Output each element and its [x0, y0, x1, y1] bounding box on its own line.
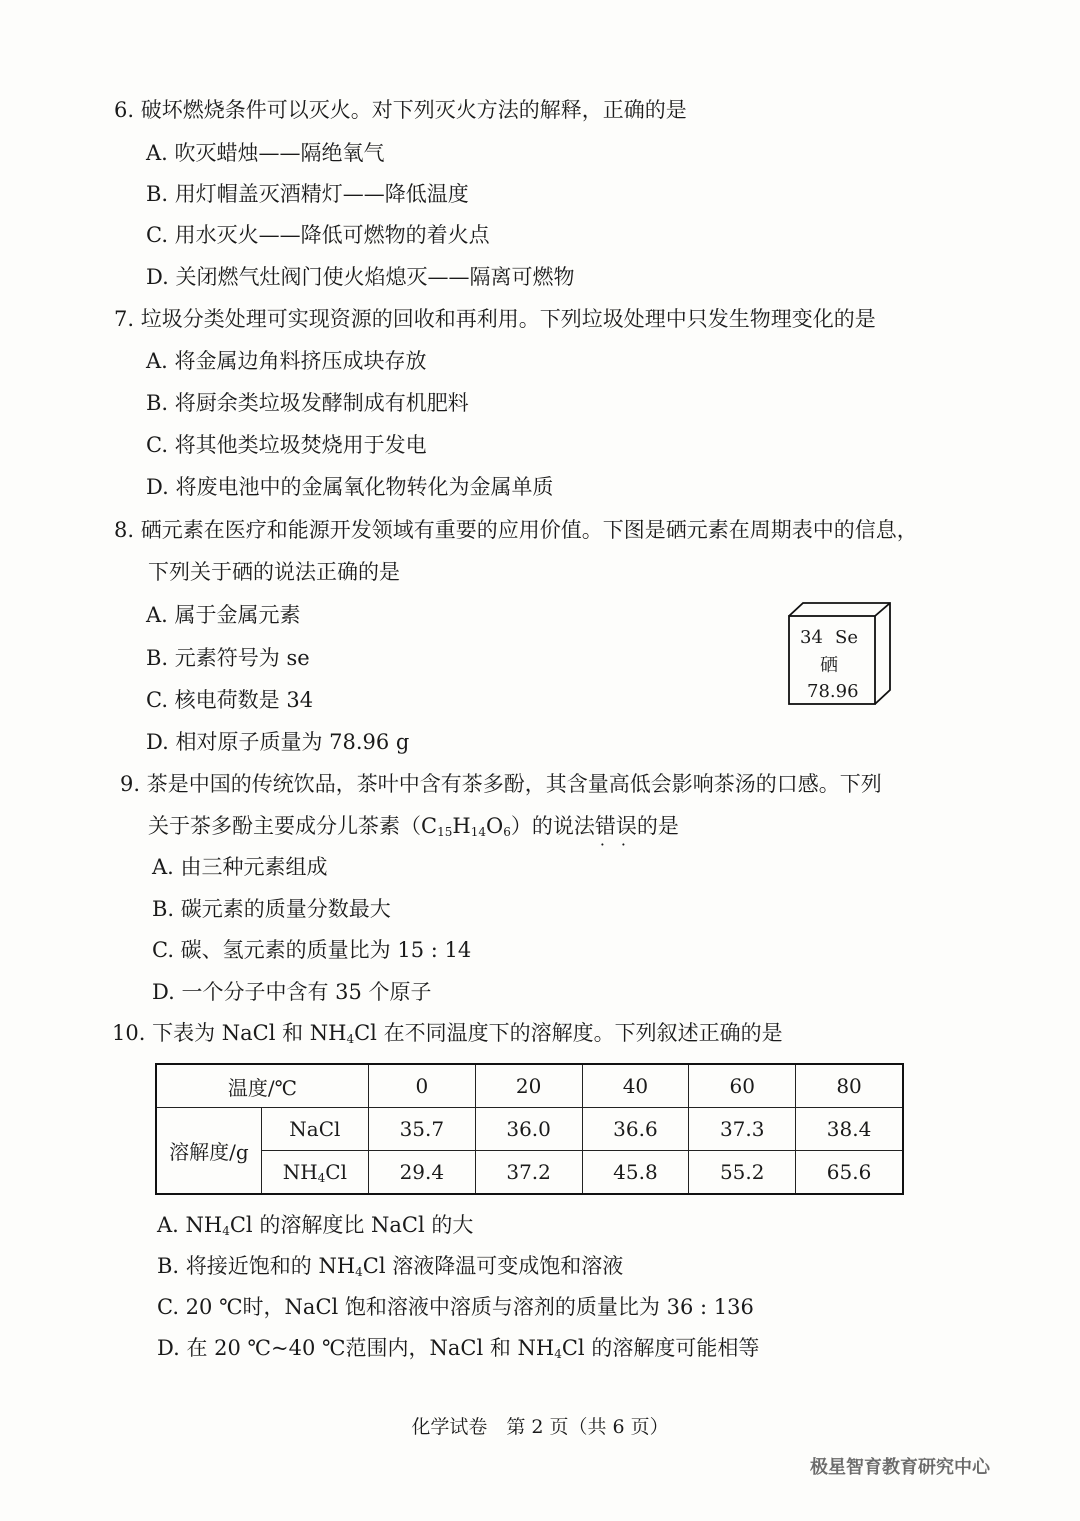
q10-b-sub: 4: [355, 1265, 363, 1279]
question-9-option-c: C. 碳、氢元素的质量比为 15 : 14: [152, 938, 472, 962]
table-row-label: 溶解度/g: [156, 1108, 261, 1195]
table-row-nacl: [156, 1108, 903, 1151]
q10-d-sub: 4: [554, 1347, 562, 1361]
question-9-option-b: B. 碳元素的质量分数最大: [152, 897, 391, 921]
q9-emphasis-word: [594, 814, 637, 854]
page-footer: 化学试卷 第 2 页（共 6 页）: [411, 1416, 669, 1438]
table-cell: 37.2: [475, 1151, 582, 1195]
question-6-option-d: D. 关闭燃气灶阀门使火焰熄灭——隔离可燃物: [146, 265, 575, 289]
q10-a-sub: 4: [222, 1224, 230, 1238]
q10-d-suffix: Cl 的溶解度可能相等: [561, 1336, 760, 1360]
q10-stem-prefix: 10. 下表为 NaCl 和 NH: [112, 1021, 347, 1045]
question-10-option-a: [157, 1212, 473, 1238]
table-cell: 37.3: [689, 1108, 796, 1151]
table-cell: 65.6: [796, 1151, 903, 1195]
watermark: 极星智育教育研究中心: [810, 1457, 990, 1478]
q9-formula-h-count: 14: [470, 825, 486, 839]
question-10-option-b: [157, 1253, 623, 1279]
q9-formula-o-count: 6: [503, 825, 511, 839]
table-header-row: [156, 1064, 903, 1108]
q9-stem-suffix: 的是: [636, 814, 679, 838]
table-cell: 29.4: [368, 1151, 475, 1195]
question-7-option-b: B. 将厨余类垃圾发酵制成有机肥料: [146, 391, 469, 415]
q10-b-prefix: B. 将接近饱和的 NH: [157, 1254, 356, 1278]
q10-b-suffix: Cl 溶液降温可变成饱和溶液: [362, 1254, 624, 1278]
q9-formula-c: C: [421, 814, 438, 838]
q9-formula-o: O: [485, 814, 504, 838]
question-7-stem: 7. 垃圾分类处理可实现资源的回收和再利用。下列垃圾处理中只发生物理变化的是: [114, 307, 876, 331]
table-cell: 38.4: [796, 1108, 903, 1151]
question-10-option-d: [157, 1335, 759, 1361]
element-name: 硒: [820, 655, 838, 676]
q9-formula-h: H: [452, 814, 471, 838]
table-row-nh4cl: [156, 1151, 903, 1195]
q9-stem-mid: ）的说法: [510, 814, 595, 838]
element-symbol: Se: [835, 627, 858, 648]
question-6-option-c: C. 用水灭火——降低可燃物的着火点: [146, 223, 490, 247]
table-temp-cell: 40: [582, 1064, 689, 1108]
table-temp-cell: 80: [796, 1064, 903, 1108]
question-8-option-d: D. 相对原子质量为 78.96 g: [146, 730, 410, 754]
question-8-stem-continued: 下列关于硒的说法正确的是: [148, 560, 400, 584]
nh4cl-sub: 4: [317, 1171, 326, 1185]
element-atomic-mass: 78.96: [807, 681, 859, 702]
question-6-stem: 6. 破坏燃烧条件可以灭火。对下列灭火方法的解释，正确的是: [114, 98, 687, 122]
table-cell: 36.6: [582, 1108, 689, 1151]
table-header-label: 温度/℃: [156, 1064, 368, 1108]
element-atomic-number: 34: [800, 627, 823, 648]
q9-formula-c-count: 15: [437, 825, 453, 839]
question-9-option-a: A. 由三种元素组成: [152, 855, 328, 879]
question-8-option-a: A. 属于金属元素: [146, 603, 301, 627]
q10-stem-suffix: Cl 在不同温度下的溶解度。下列叙述正确的是: [354, 1021, 783, 1045]
table-cell: 36.0: [475, 1108, 582, 1151]
solubility-table: [155, 1063, 904, 1195]
q9-stem-prefix: 关于茶多酚主要成分儿茶素（: [148, 814, 421, 838]
selenium-element-card: [788, 602, 892, 706]
table-temp-cell: 60: [689, 1064, 796, 1108]
q10-a-suffix: Cl 的溶解度比 NaCl 的大: [229, 1213, 474, 1237]
question-9-stem: 9. 茶是中国的传统饮品，茶叶中含有茶多酚，其含量高低会影响茶汤的口感。下列: [120, 772, 882, 796]
question-10-option-c: C. 20 ℃时，NaCl 饱和溶液中溶质与溶剂的质量比为 36 : 136: [157, 1295, 754, 1319]
q9-emphasis-text: 错误: [594, 814, 637, 838]
emphasis-dot-icon: ·: [599, 835, 605, 854]
table-temp-cell: 20: [475, 1064, 582, 1108]
nh4cl-prefix: NH: [282, 1160, 318, 1184]
nh4cl-suffix: Cl: [325, 1160, 347, 1184]
q10-a-prefix: A. NH: [157, 1213, 223, 1237]
q10-d-prefix: D. 在 20 ℃~40 ℃范围内，NaCl 和 NH: [157, 1336, 555, 1360]
question-6-option-b: B. 用灯帽盖灭酒精灯——降低温度: [146, 182, 469, 206]
question-7-option-a: A. 将金属边角料挤压成块存放: [146, 349, 427, 373]
question-8-option-b: B. 元素符号为 se: [146, 646, 310, 670]
table-substance-nh4cl: [261, 1151, 368, 1195]
question-6-option-a: A. 吹灭蜡烛——隔绝氧气: [146, 141, 385, 165]
question-7-option-c: C. 将其他类垃圾焚烧用于发电: [146, 433, 427, 457]
table-cell: 55.2: [689, 1151, 796, 1195]
q10-stem-sub: 4: [346, 1032, 355, 1046]
table-cell: 45.8: [582, 1151, 689, 1195]
table-cell: 35.7: [368, 1108, 475, 1151]
table-temp-cell: 0: [368, 1064, 475, 1108]
question-9-stem-continued: [148, 813, 679, 854]
question-9-option-d: D. 一个分子中含有 35 个原子: [152, 980, 432, 1004]
emphasis-dot-icon: ·: [620, 835, 626, 854]
table-substance-nacl: NaCl: [261, 1108, 368, 1151]
question-8-option-c: C. 核电荷数是 34: [146, 688, 314, 712]
question-8-stem: 8. 硒元素在医疗和能源开发领域有重要的应用价值。下图是硒元素在周期表中的信息，: [114, 518, 918, 542]
question-7-option-d: D. 将废电池中的金属氧化物转化为金属单质: [146, 475, 554, 499]
question-10-stem: [112, 1020, 783, 1046]
